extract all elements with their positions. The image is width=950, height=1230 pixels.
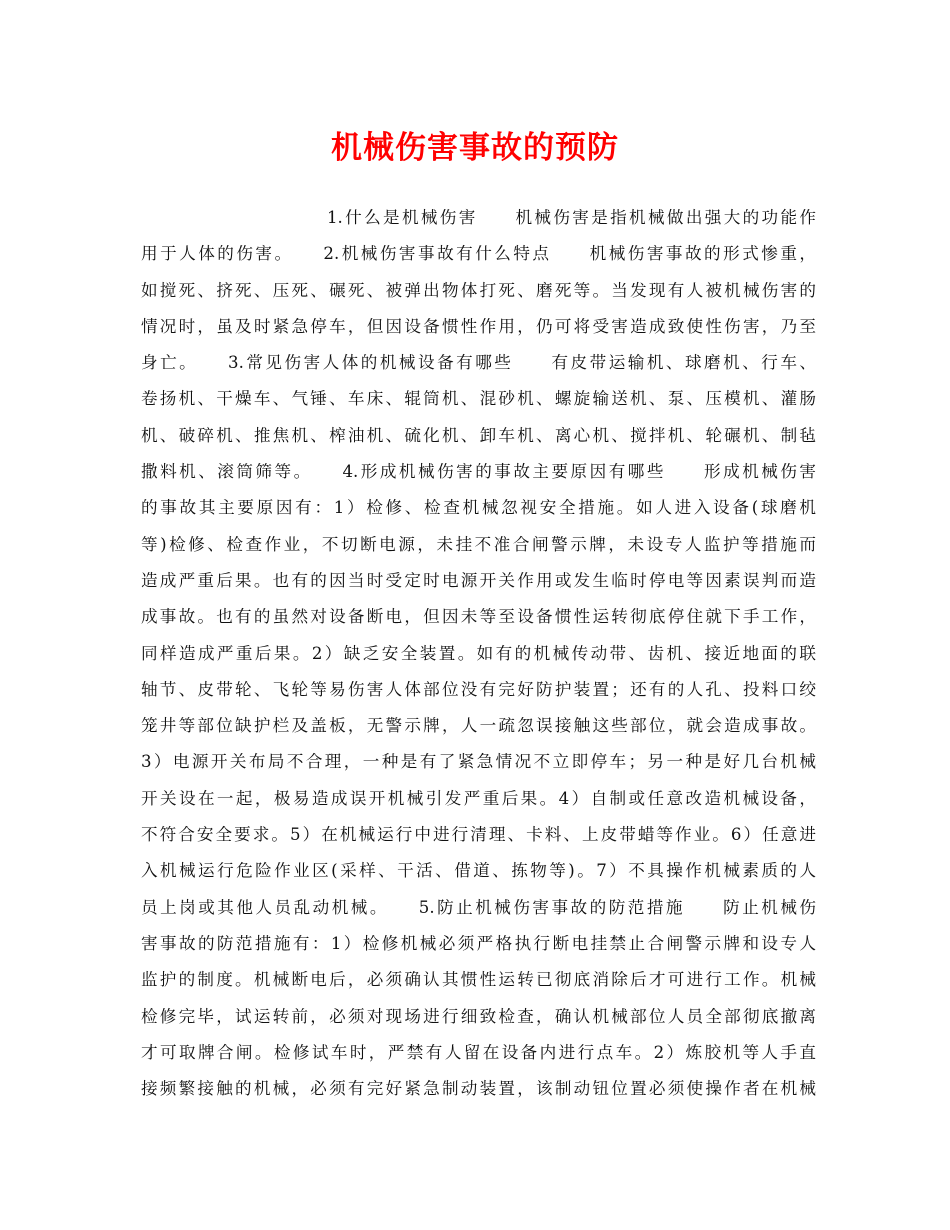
body-line: 成事故。也有的虽然对设备断电，但因未等至设备惯性运转彻底停住就下手工作， <box>141 607 816 627</box>
body-line: 才可取牌合闸。检修试车时，严禁有人留在设备内进行点车。2）炼胶机等人手直 <box>141 1042 816 1062</box>
body-line: 卷扬机、干燥车、气锤、车床、辊筒机、混砂机、螺旋输送机、泵、压模机、灌肠 <box>141 389 816 409</box>
body-line: 等)检修、检查作业，不切断电源，未挂不准合闸警示牌，未设专人监护等措施而 <box>141 534 816 554</box>
body-line: 1.什么是机械伤害 机械伤害是指机械做出强大的功能作 <box>327 208 816 227</box>
body-line: 笼井等部位缺护栏及盖板，无警示牌，人一疏忽误接触这些部位，就会造成事故。 <box>141 716 816 736</box>
body-line: 员上岗或其他人员乱动机械。 5.防止机械伤害事故的防范措施 防止机械伤 <box>141 897 816 917</box>
body-line: 身亡。 3.常见伤害人体的机械设备有哪些 有皮带运输机、球磨机、行车、 <box>141 353 816 373</box>
body-line: 用于人体的伤害。 2.机械伤害事故有什么特点 机械伤害事故的形式惨重， <box>141 244 816 264</box>
body-line: 轴节、皮带轮、飞轮等易伤害人体部位没有完好防护装置；还有的人孔、投料口绞 <box>141 679 816 699</box>
body-line: 造成严重后果。也有的因当时受定时电源开关作用或发生临时停电等因素误判而造 <box>141 570 816 590</box>
document-body <box>141 200 816 1107</box>
body-line: 监护的制度。机械断电后，必须确认其惯性运转已彻底消除后才可进行工作。机械 <box>141 970 816 990</box>
document-title: 机械伤害事故的预防 <box>331 130 619 166</box>
body-line: 3）电源开关布局不合理，一种是有了紧急情况不立即停车；另一种是好几台机械 <box>141 752 816 772</box>
body-line: 同样造成严重后果。2）缺乏安全装置。如有的机械传动带、齿机、接近地面的联 <box>141 643 816 663</box>
body-line: 情况时，虽及时紧急停车，但因设备惯性作用，仍可将受害造成致使性伤害，乃至 <box>141 316 816 336</box>
body-line: 检修完毕，试运转前，必须对现场进行细致检查，确认机械部位人员全部彻底撤离 <box>141 1006 816 1026</box>
body-line: 机、破碎机、推焦机、榨油机、硫化机、卸车机、离心机、搅拌机、轮碾机、制毡 <box>141 425 816 445</box>
body-line: 撒料机、滚筒筛等。 4.形成机械伤害的事故主要原因有哪些 形成机械伤害 <box>141 462 816 482</box>
body-line: 开关设在一起，极易造成误开机械引发严重后果。4）自制或任意改造机械设备， <box>141 788 816 808</box>
body-line: 接频繁接触的机械，必须有完好紧急制动装置，该制动钮位置必须使操作者在机械 <box>141 1079 816 1099</box>
body-line: 的事故其主要原因有：1）检修、检查机械忽视安全措施。如人进入设备(球磨机 <box>141 498 816 518</box>
body-line: 不符合安全要求。5）在机械运行中进行清理、卡料、上皮带蜡等作业。6）任意进 <box>141 825 816 845</box>
body-line: 入机械运行危险作业区(采样、干活、借道、拣物等)。7）不具操作机械素质的人 <box>141 861 816 881</box>
body-line: 害事故的防范措施有：1）检修机械必须严格执行断电挂禁止合闸警示牌和设专人 <box>141 933 816 953</box>
body-line: 如搅死、挤死、压死、碾死、被弹出物体打死、磨死等。当发现有人被机械伤害的 <box>141 280 816 300</box>
